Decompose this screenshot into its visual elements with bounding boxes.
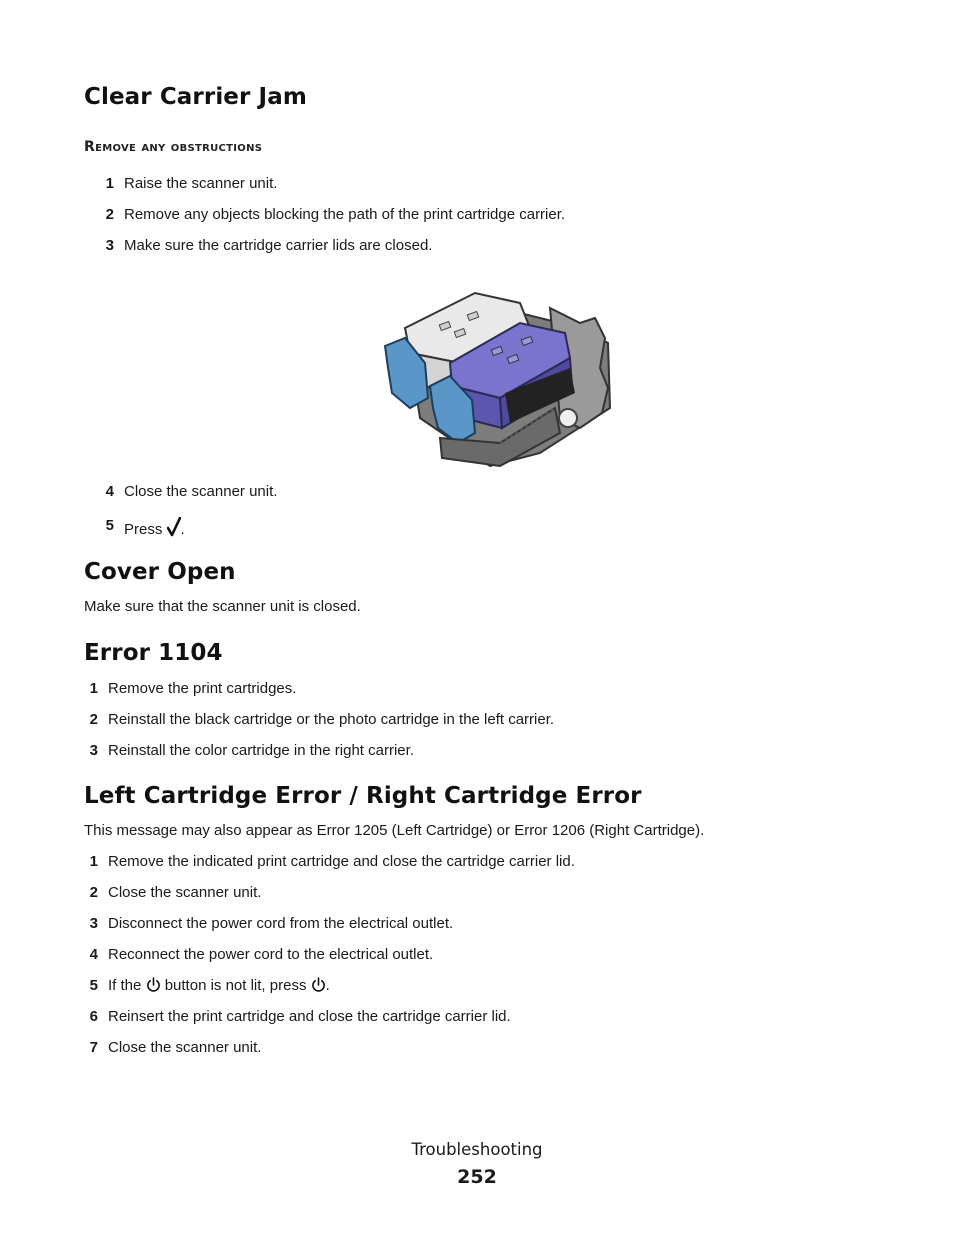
section-title-error-1104: Error 1104 <box>84 640 223 666</box>
step-number: 7 <box>89 1039 98 1056</box>
step-number: 1 <box>89 680 98 697</box>
step-number: 5 <box>105 517 114 534</box>
step-number: 4 <box>105 483 114 500</box>
step-number: 2 <box>105 206 114 223</box>
section-title-cartridge-error: Left Cartridge Error / Right Cartridge Error <box>84 783 642 809</box>
step-text: Remove any objects blocking the path of the print cartridge carrier. <box>124 206 566 223</box>
step-text-a: If the <box>108 977 142 994</box>
step-number: 2 <box>89 884 98 901</box>
checkmark-icon <box>167 517 181 537</box>
section-title-clear-carrier-jam: Clear Carrier Jam <box>84 84 307 110</box>
step-text: Reinstall the black cartridge or the photo cartridge in the left carrier. <box>108 711 555 728</box>
cartridge-carrier-illustration <box>380 268 615 470</box>
step-number: 4 <box>89 946 98 963</box>
step-text-after: . <box>180 521 185 538</box>
step-text-b: button is not lit, press <box>164 977 307 994</box>
step-number: 1 <box>89 853 98 870</box>
step-number: 2 <box>89 711 98 728</box>
power-icon <box>311 977 326 993</box>
step-text: Close the scanner unit. <box>108 1039 262 1056</box>
step-text: Reinsert the print cartridge and close the cartridge carrier lid. <box>108 1008 511 1025</box>
subheading-remove-obstructions: Remove any obstructions <box>84 139 263 155</box>
step-text <box>108 977 330 994</box>
step-text-before: Press <box>124 521 163 538</box>
step-text: Raise the scanner unit. <box>124 175 278 192</box>
cartridge-error-text: This message may also appear as Error 1205 (Left Cartridge) or Error 1206 (Right Cartridge). <box>84 822 705 839</box>
step-text: Reconnect the power cord to the electrical outlet. <box>108 946 434 963</box>
section-title-cover-open: Cover Open <box>84 559 236 585</box>
power-icon <box>146 977 161 993</box>
step-text: Disconnect the power cord from the electrical outlet. <box>108 915 454 932</box>
step-text: Make sure the cartridge carrier lids are closed. <box>124 237 433 254</box>
cover-open-text: Make sure that the scanner unit is closed. <box>84 598 361 615</box>
step-number: 3 <box>105 237 114 254</box>
step-number: 6 <box>89 1008 98 1025</box>
step-text: Remove the print cartridges. <box>108 680 297 697</box>
step-text: Reinstall the color cartridge in the right carrier. <box>108 742 414 759</box>
page-number: 252 <box>457 1166 497 1188</box>
step-text <box>124 517 185 538</box>
step-number: 3 <box>89 915 98 932</box>
step-number: 5 <box>89 977 98 994</box>
step-text: Remove the indicated print cartridge and close the cartridge carrier lid. <box>108 853 575 870</box>
step-text: Close the scanner unit. <box>124 483 278 500</box>
footer-section-name: Troubleshooting <box>411 1140 543 1159</box>
step-number: 3 <box>89 742 98 759</box>
step-number: 1 <box>105 175 114 192</box>
step-text-c: . <box>325 977 330 994</box>
step-text: Close the scanner unit. <box>108 884 262 901</box>
